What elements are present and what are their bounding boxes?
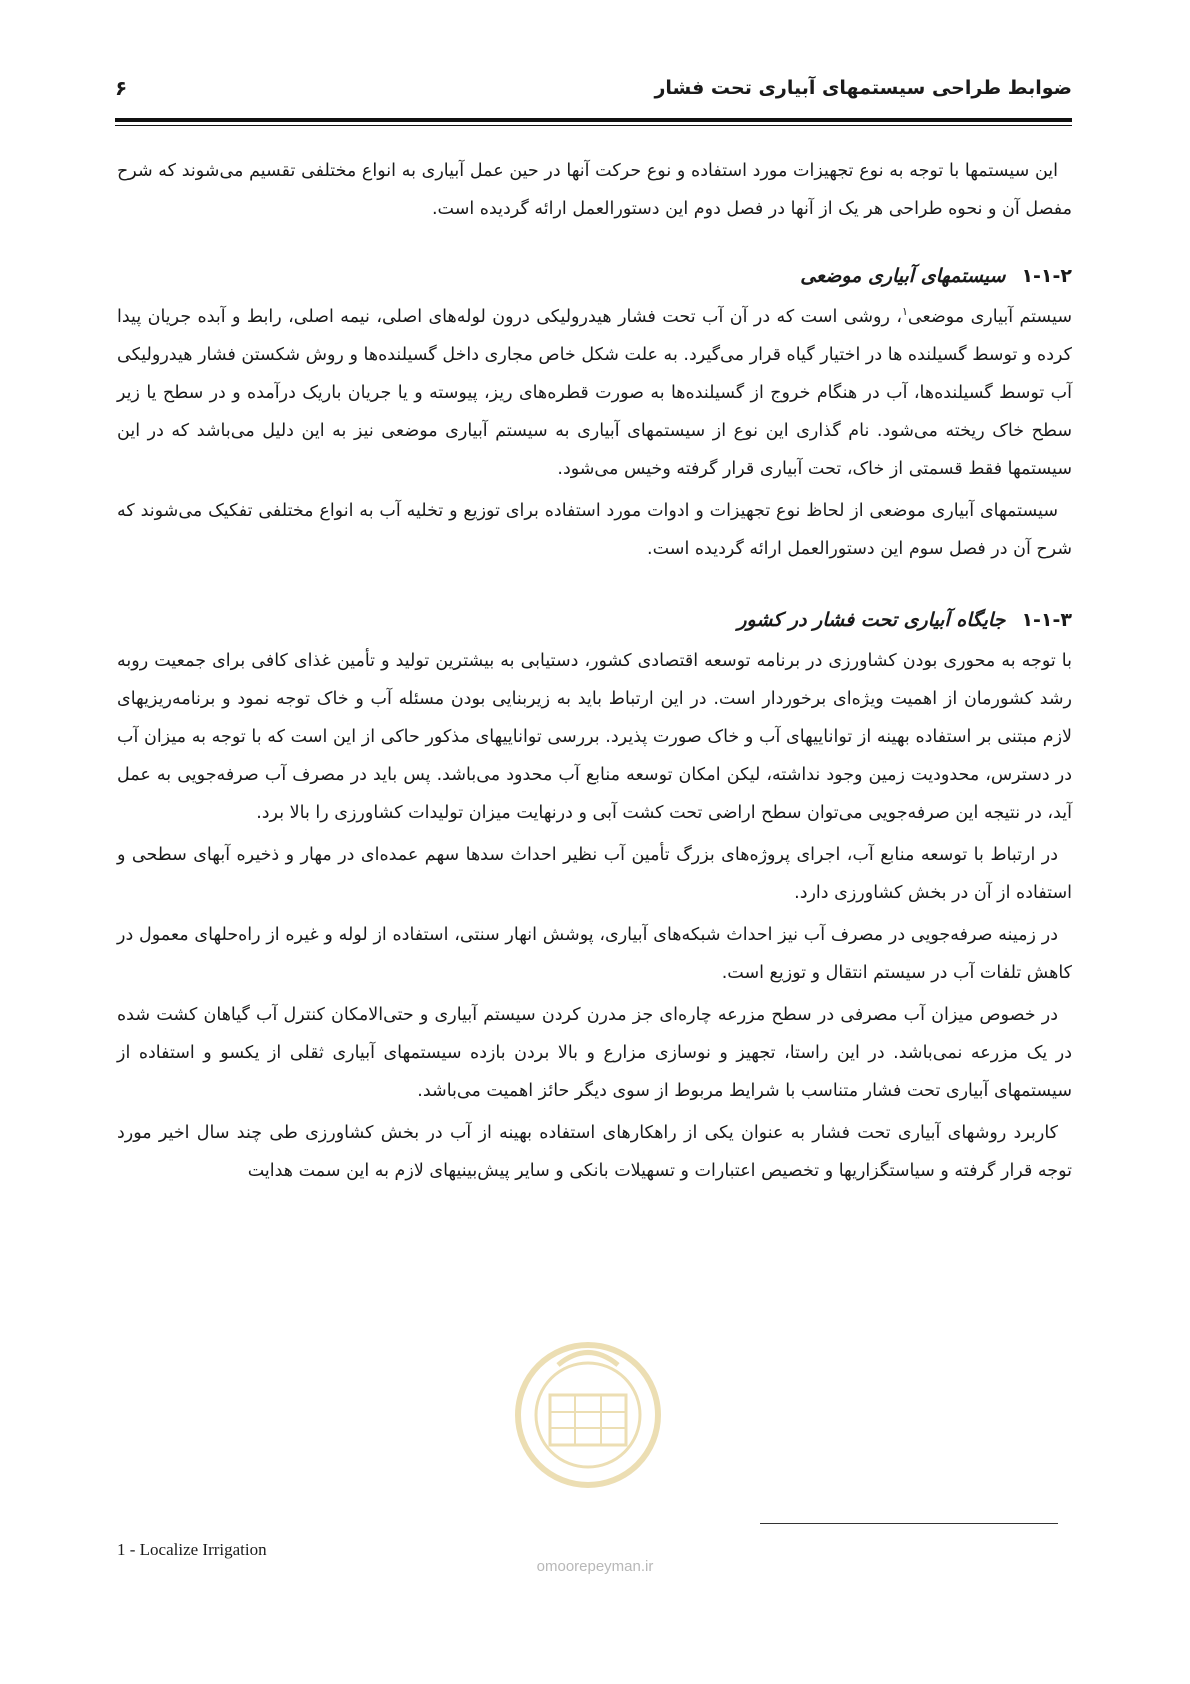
footnote: 1 - Localize Irrigation xyxy=(117,1540,267,1559)
paragraph: کاربرد روشهای آبیاری تحت فشار به عنوان یکی از راهکارهای استفاده بهینه از آب در بخش کشاورزی طی چند سال اخیر مورد توجه قرار گرفته و سیاستگزاریها و تخصیص اعتبارات و تسهیلات بانکی و سایر پیش‌بینیهای لازم به این سمت هدایت xyxy=(117,1123,1072,1181)
section-title: سیستمهای آبیاری موضعی xyxy=(800,265,1006,287)
running-title: ضوابط طراحی سیستمهای آبیاری تحت فشار xyxy=(654,77,1072,99)
footnote-ref[interactable]: ۱ xyxy=(901,305,908,319)
page-header xyxy=(115,68,1072,108)
watermark-text: omoorepeyman.ir xyxy=(536,1558,654,1575)
section-number: ۱-۱-۲ xyxy=(1021,265,1072,287)
header-rule-thick xyxy=(115,118,1072,122)
section-heading-pressurized-irrigation-status xyxy=(117,600,1072,640)
section-title: جایگاه آبیاری تحت فشار در کشور xyxy=(737,609,1006,631)
paragraph: با توجه به محوری بودن کشاورزی در برنامه توسعه اقتصادی کشور، دستیابی به بیشترین تولید و تأمین غذای کافی برای جمعیت روبه رشد کشورمان از اهمیت ویژه‌ای برخوردار است. در این ارتباط باید به زیربنایی بودن مسئله آب و خاک توجه نمود و برنامه‌ریزیهای لازم مبتنی بر استفاده بهینه از تواناییهای آب و خاک صورت پذیرد. بررسی تواناییهای مذکور حاکی از این است که با توجه به میزان آب در دسترس، محدودیت زمین وجود نداشته، لیکن امکان توسعه منابع آب محدود می‌باشد. پس باید در مصرف آب صرفه‌جویی به عمل آید، در نتیجه این صرفه‌جویی می‌توان سطح اراضی تحت کشت آبی و درنهایت میزان تولیدات کشاورزی را بالا برد. xyxy=(117,651,1072,823)
body-text xyxy=(117,152,1072,1194)
paragraph: در ارتباط با توسعه منابع آب، اجرای پروژه‌های بزرگ تأمین آب نظیر احداث سدها سهم عمده‌ای در مهار و ذخیره آبهای سطحی و استفاده از آن در بخش کشاورزی دارد. xyxy=(117,845,1072,903)
page-number: ۶ xyxy=(115,76,128,100)
section-heading-local-irrigation xyxy=(117,256,1072,296)
watermark-logo-icon xyxy=(488,1325,688,1500)
paragraph: سیستم آبیاری موضعی$^۱$، روشی است که در آن آب تحت فشار هیدرولیکی درون لوله‌های اصلی، نیمه اصلی، رابط و آبده جریان پیدا کرده و توسط گسیلنده ها در اختیار گیاه قرار می‌گیرد. به علت شکل خاص مجاری داخل گسیلنده‌ها و روش شکستن فشار هیدرولیکی آب توسط گسیلنده‌ها، آب در هنگام خروج از گسیلنده‌ها به صورت قطره‌های ریز، پیوسته و یا جریان باریک درآمده و در سطح یا زیر سطح خاک ریخته می‌شود. نام گذاری این نوع از سیستمهای آبیاری به سیستم آبیاری موضعی نیز به این دلیل می‌باشد که در این سیستمها فقط قسمتی از خاک، تحت آبیاری قرار گرفته وخیس می‌شود. xyxy=(117,305,1072,479)
paragraph: در خصوص میزان آب مصرفی در سطح مزرعه چاره‌ای جز مدرن کردن سیستم آبیاری و حتی‌الامکان کنترل آب گیاهان کشت شده در یک مزرعه نمی‌باشد. در این راستا، تجهیز و نوسازی مزارع و بالا بردن بازده سیستمهای آبیاری ثقلی از یکسو و استفاده از سیستمهای آبیاری تحت فشار متناسب با شرایط مربوط از سوی دیگر حائز اهمیت می‌باشد. xyxy=(117,1005,1072,1101)
intro-paragraph: این سیستمها با توجه به نوع تجهیزات مورد استفاده و نوع حرکت آنها در حین عمل آبیاری به انواع مختلفی تقسیم می‌شوند که شرح مفصل آن و نحوه طراحی هر یک از آنها در فصل دوم این دستورالعمل ارائه گردیده است. xyxy=(117,161,1072,219)
paragraph: در زمینه صرفه‌جویی در مصرف آب نیز احداث شبکه‌های آبیاری، پوشش انهار سنتی، استفاده از لوله و غیره از راه‌حلهای معمول در کاهش تلفات آب در سیستم انتقال و توزیع است. xyxy=(117,925,1072,983)
header-rule-thin xyxy=(115,125,1072,126)
section-number: ۱-۱-۳ xyxy=(1021,609,1072,631)
paragraph: سیستمهای آبیاری موضعی از لحاظ نوع تجهیزات و ادوات مورد استفاده برای توزیع و تخلیه آب به انواع مختلفی تفکیک می‌شوند که شرح آن در فصل سوم این دستورالعمل ارائه گردیده است. xyxy=(117,501,1072,559)
footnote-rule xyxy=(760,1523,1058,1524)
